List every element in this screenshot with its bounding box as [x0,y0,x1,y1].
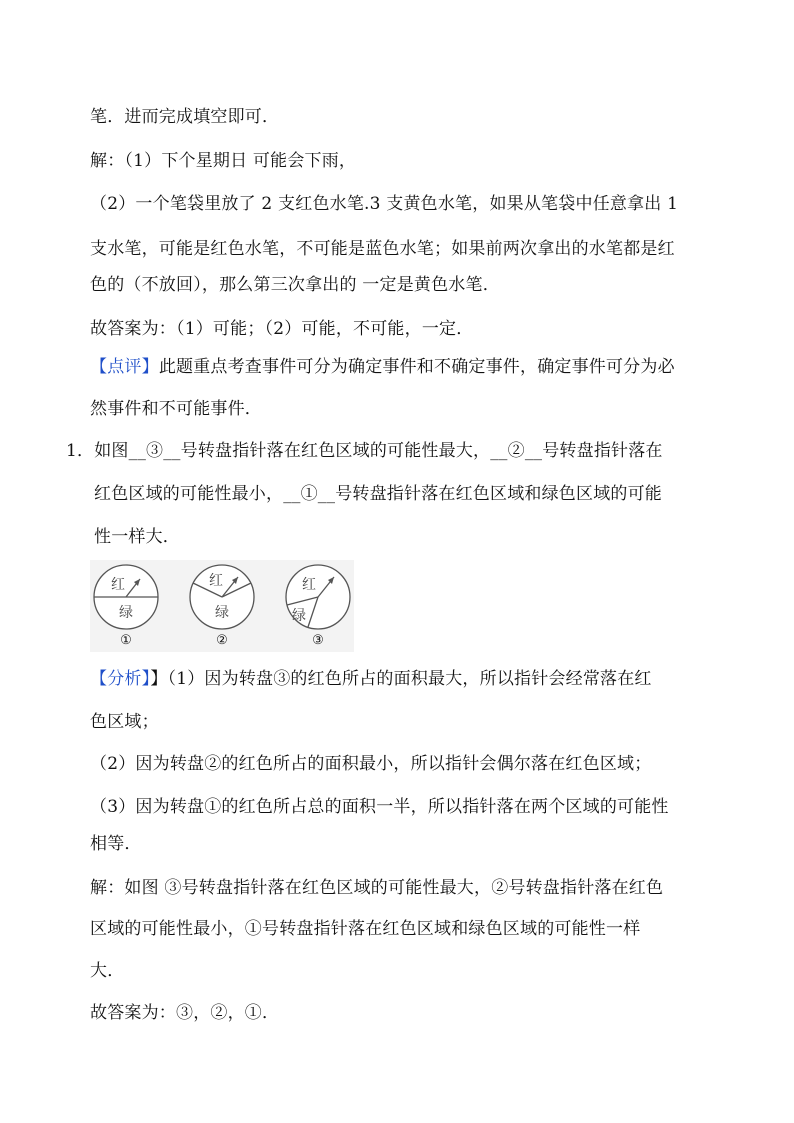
question-text-1: 如图__③__号转盘指针落在红色区域的可能性最大，__②__号转盘指针落在 [94,441,663,461]
solution-line-3: 大． [90,961,125,981]
spinner-2-red: 红 [209,573,223,589]
spinner-1-diagram [92,563,160,631]
spinner-1-green: 绿 [119,605,133,621]
analysis-line-3: （3）因为转盘①的红色所占总的面积一半，所以指针落在两个区域的可能性 [90,797,669,817]
solution-part-1: （1）下个星期日 可能会下雨， [124,151,357,171]
spinner-2-diagram [188,563,256,631]
prev-comment-b: 然事件和不可能事件． [90,399,262,419]
prev-solution-2a: （2）一个笔袋里放了 2 支红色水笔.3 支黄色水笔，如果从笔袋中任意拿出 1 [90,194,679,214]
spinner-2 [188,563,256,649]
analysis-line-3b: 相等． [90,834,142,854]
prev-solution-2c: 色的（不放回），那么第三次拿出的 一定是黄色水笔． [90,275,500,295]
question-line-2: 红色区域的可能性最小，__①__号转盘指针落在红色区域和绿色区域的可能 [94,484,662,504]
solution-answer: 故答案为：③，②，①． [90,1003,280,1023]
prev-comment [90,356,675,378]
spinner-2-label: ② [216,633,228,648]
analysis-text-1: （1）因为转盘③的红色所占的面积最大，所以指针会经常落在红 [167,669,652,689]
solution-label: 解： [90,151,125,171]
spinner-3-green: 绿 [292,608,306,624]
prev-solution-1 [90,150,356,172]
spinner-3-diagram [284,563,352,631]
prev-answer: 故答案为：（1）可能；（2）可能，不可能，一定． [90,319,474,339]
spinner-3-label: ③ [312,633,324,648]
analysis-line-1 [90,668,652,690]
analysis-tag: 【分析】 [90,669,151,689]
spinner-3 [284,563,352,649]
analysis-extra-bracket: 】 [150,669,168,689]
solution-line-2: 区域的可能性最小，①号转盘指针落在红色区域和绿色区域的可能性一样 [90,919,641,939]
comment-tag: 【点评】 [90,357,159,377]
spinner-2-green: 绿 [215,605,229,621]
spinner-3-red: 红 [302,577,316,593]
spinner-1-red: 红 [111,577,125,593]
spinner-1-label: ① [120,633,132,648]
analysis-line-1b: 色区域； [90,712,159,732]
prev-solution-2b: 支水笔，可能是红色水笔，不可能是蓝色水笔；如果前两次拿出的水笔都是红 [90,239,675,259]
analysis-line-2: （2）因为转盘②的红色所占的面积最小，所以指针会偶尔落在红色区域； [90,754,652,774]
question-line-1 [66,440,663,462]
spinner-figure [90,560,354,652]
spinner-1 [92,563,160,649]
solution-line-1: 解：如图 ③号转盘指针落在红色区域的可能性最大，②号转盘指针落在红色 [90,878,664,898]
prev-line-1: 笔．进而完成填空即可． [90,107,280,127]
question-line-3: 性一样大． [94,527,180,547]
comment-text: 此题重点考查事件可分为确定事件和不确定事件，确定事件可分为必 [158,357,675,377]
question-number: 1． [66,441,95,461]
